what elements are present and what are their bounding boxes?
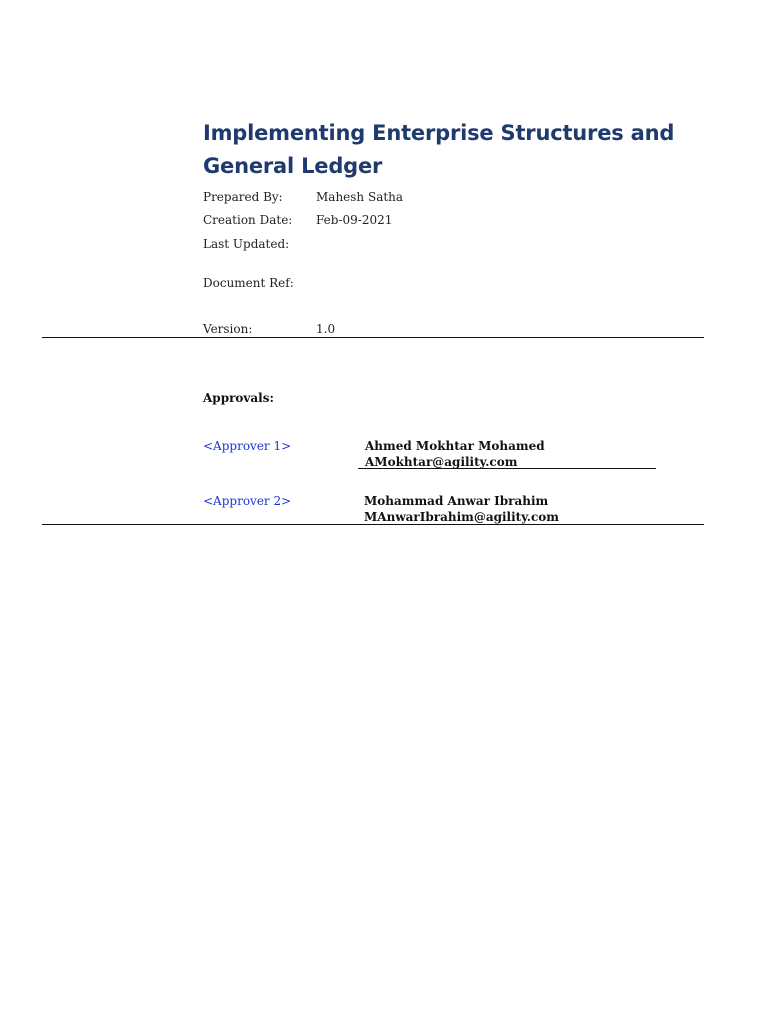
approver-1-name: Ahmed Mokhtar Mohamed (365, 439, 545, 453)
last-updated-label: Last Updated: (203, 237, 290, 251)
approvals-divider (42, 524, 704, 525)
approver-1-details (365, 438, 545, 470)
document-title-line-2: General Ledger (203, 154, 383, 178)
creation-date-value: Feb-09-2021 (316, 213, 393, 227)
approver-1-signature-line (358, 468, 656, 469)
approver-2-placeholder: <Approver 2> (203, 494, 292, 508)
approver-1-placeholder: <Approver 1> (203, 439, 292, 453)
header-divider (42, 337, 704, 338)
approvals-heading: Approvals: (203, 391, 274, 405)
prepared-by-label: Prepared By: (203, 190, 283, 204)
prepared-by-value: Mahesh Satha (316, 190, 404, 204)
version-label: Version: (203, 322, 253, 336)
approver-2-email: MAnwarIbrahim@agility.com (364, 510, 559, 524)
approver-2-details (364, 493, 559, 525)
approver-2-name: Mohammad Anwar Ibrahim (364, 494, 549, 508)
document-title-line-1: Implementing Enterprise Structures and (203, 121, 675, 145)
document-ref-label: Document Ref: (203, 276, 294, 290)
creation-date-label: Creation Date: (203, 213, 293, 227)
document-title (203, 117, 673, 183)
approver-1-email: AMokhtar@agility.com (365, 455, 518, 469)
version-value: 1.0 (316, 322, 336, 336)
